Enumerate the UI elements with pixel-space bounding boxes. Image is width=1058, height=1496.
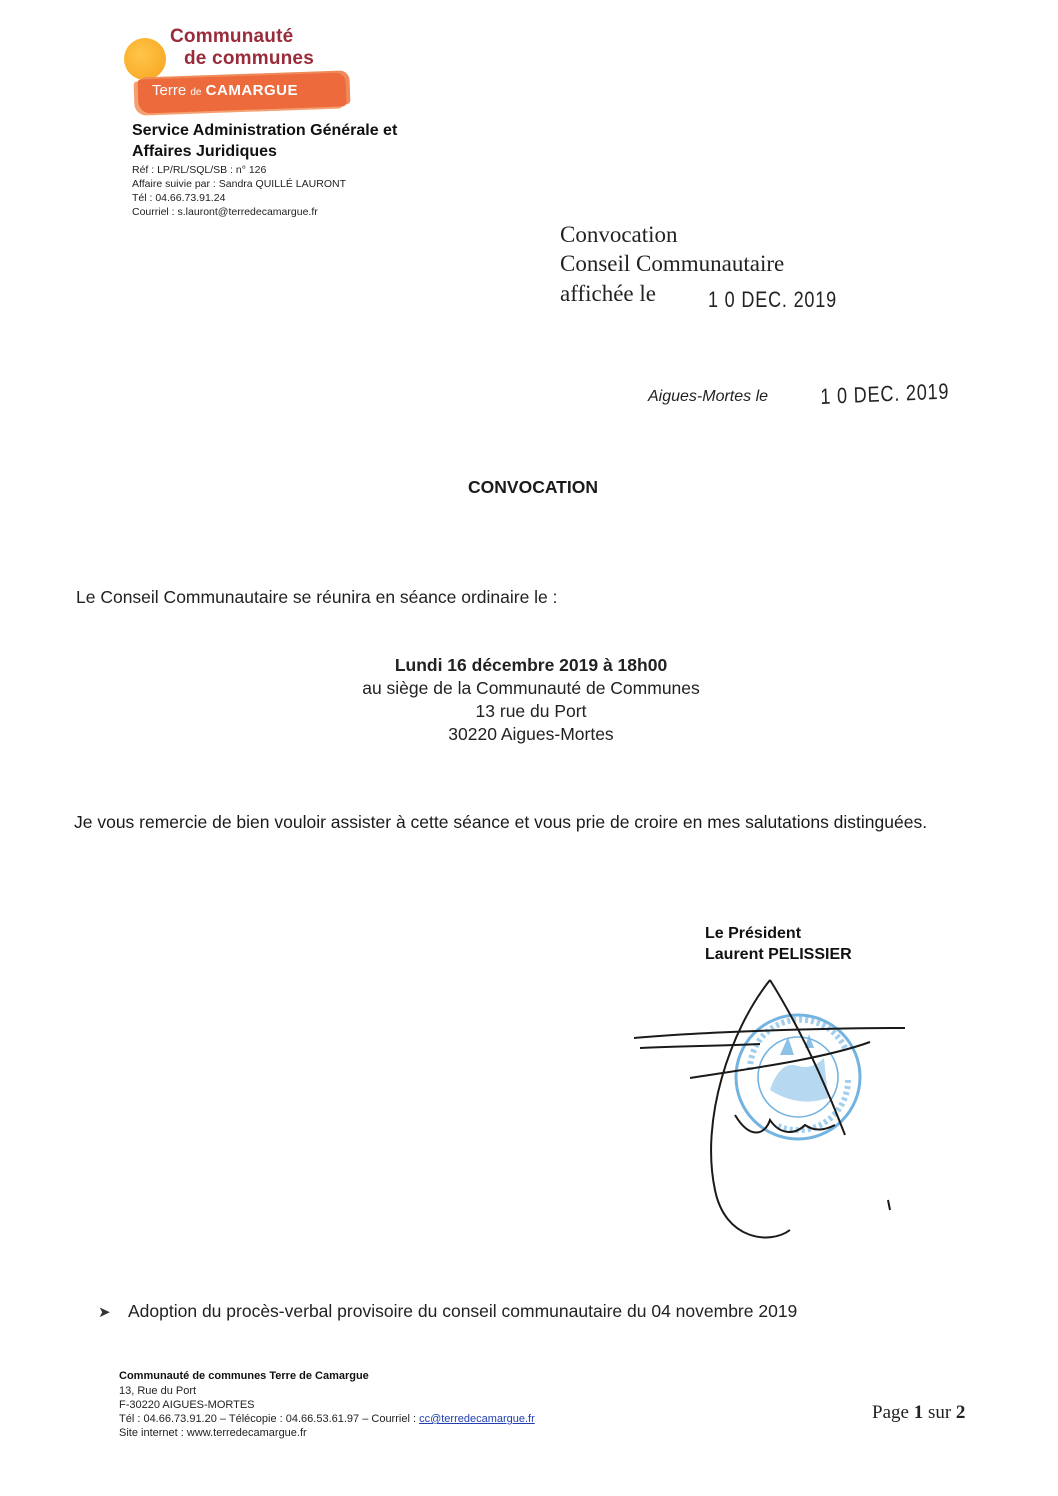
logo-camargue: CAMARGUE [205,82,298,99]
logo-text-line2: de communes [184,48,314,69]
posting-line3: affichée le [560,281,656,306]
footer-website: Site internet : www.terredecamargue.fr [119,1427,307,1439]
signatory-name: Laurent PELISSIER [705,946,852,963]
logo-band-text [152,82,298,99]
meeting-date-time: Lundi 16 décembre 2019 à 18h00 [394,655,668,675]
service-email: Courriel : s.lauront@terredecamargue.fr [132,206,318,218]
document-heading: CONVOCATION [468,477,598,497]
total-pages: 2 [955,1402,966,1423]
place-label: Aigues-Mortes le [648,388,769,405]
posting-line2: Conseil Communautaire [560,251,785,276]
agenda-item: Adoption du procès-verbal provisoire du conseil communautaire du 04 novembre 2019 [128,1301,798,1321]
official-seal-icon [736,1015,860,1139]
of-word: sur [927,1402,952,1423]
logo-text-line1: Communauté [170,26,294,47]
posting-line1: Convocation [560,222,678,247]
logo-de: de [190,87,202,98]
footer-contact [119,1413,535,1425]
service-title-line1: Service Administration Générale et [132,122,398,139]
letter-date-stamp: 1 0 DEC. 2019 [820,378,950,409]
intro-text: Le Conseil Communautaire se réunira en séance ordinaire le : [76,587,558,607]
signature-and-seal [620,960,920,1250]
footer-address2: F-30220 AIGUES-MORTES [119,1399,255,1411]
arrow-bullet-icon: ➤ [98,1304,111,1321]
reference-number: Réf : LP/RL/SQL/SB : n° 126 [132,164,267,176]
meeting-street: 13 rue du Port [475,701,587,721]
posting-date-stamp: 1 0 DEC. 2019 [708,287,837,312]
service-phone: Tél : 04.66.73.91.24 [132,192,226,204]
footer-organization: Communauté de communes Terre de Camargue [119,1370,369,1382]
page-word: Page [872,1402,909,1423]
closing-paragraph: Je vous remercie de bien vouloir assister à cette séance et vous prie de croire en mes salutations distinguées. [74,812,928,832]
footer-email-link[interactable]: cc@terredecamargue.fr [419,1413,535,1425]
footer-contact-prefix: Tél : 04.66.73.91.20 – Télécopie : 04.66.53.61.97 – Courriel : [119,1413,416,1425]
footer-address1: 13, Rue du Port [119,1385,197,1397]
organization-logo [118,26,350,118]
case-handler: Affaire suivie par : Sandra QUILLÉ LAURONT [132,178,346,190]
page-indicator [872,1402,965,1424]
handwritten-signature [634,980,905,1237]
logo-terre: Terre [152,82,187,99]
sun-logo-icon [124,38,166,80]
meeting-location: au siège de la Communauté de Communes [362,678,700,698]
signatory-title: Le Président [705,925,802,942]
service-title-line2: Affaires Juridiques [132,143,277,160]
meeting-city: 30220 Aigues-Mortes [448,724,614,744]
current-page: 1 [913,1402,924,1423]
